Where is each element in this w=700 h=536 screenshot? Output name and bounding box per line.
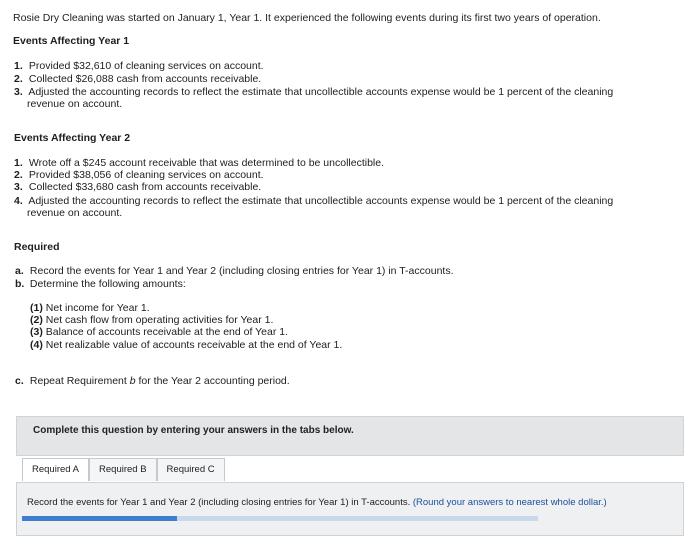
answer-instructions: [27, 497, 607, 508]
requirement-label: a.: [15, 265, 24, 277]
tab-required-c[interactable]: Required C: [157, 458, 225, 481]
answer-panel: [16, 482, 684, 536]
sub-item-2: [30, 314, 273, 326]
requirement-label: b.: [15, 278, 25, 290]
item-number: 2.: [14, 73, 23, 85]
requirement-text-pre: Repeat Requirement: [29, 375, 130, 387]
rounding-hint: (Round your answers to nearest whole dollar.): [412, 497, 607, 508]
sub-item-number: (3): [30, 326, 43, 338]
requirement-text: Record the events for Year 1 and Year 2 (including closing entries for Year 1) in T-accounts.: [29, 265, 454, 277]
item-text: Collected $26,088 cash from accounts receivable.: [28, 73, 262, 85]
sub-item-text: Balance of accounts receivable at the end of Year 1.: [45, 326, 289, 338]
sub-item-1: [30, 302, 150, 314]
item-text: Wrote off a $245 account receivable that was determined to be uncollectible.: [28, 157, 384, 169]
requirement-text-emphasis: b: [129, 375, 136, 387]
required-c: [15, 375, 290, 387]
answer-instruction-text: Record the events for Year 1 and Year 2 (including closing entries for Year 1) in T-accounts.: [27, 497, 411, 508]
sub-item-number: (4): [30, 339, 43, 351]
item-text: Adjusted the accounting records to reflect the estimate that uncollectible accounts expense would be 1 percent of the cleaning: [28, 86, 614, 98]
sub-item-number: (1): [30, 302, 43, 314]
sub-item-text: Net realizable value of accounts receivable at the end of Year 1.: [45, 339, 343, 351]
sub-item-text: Net cash flow from operating activities for Year 1.: [45, 314, 274, 326]
item-number: 3.: [14, 181, 23, 193]
item-number: 1.: [14, 60, 23, 72]
required-a: [15, 265, 454, 277]
item-number: 3.: [14, 86, 23, 98]
item-text: Collected $33,680 cash from accounts receivable.: [28, 181, 262, 193]
sub-item-3: [30, 326, 288, 338]
requirement-label: c.: [15, 375, 24, 387]
year2-item-2: [14, 169, 264, 181]
progress-fill: [22, 516, 177, 521]
requirement-text-post: for the Year 2 accounting period.: [135, 375, 290, 387]
year1-item-2: [14, 73, 261, 85]
sub-item-4: [30, 339, 342, 351]
tab-required-b[interactable]: Required B: [89, 458, 157, 481]
progress-bar: [22, 516, 538, 521]
item-text: Provided $32,610 of cleaning services on account.: [28, 60, 264, 72]
requirement-tabs: [22, 458, 225, 482]
sub-item-number: (2): [30, 314, 43, 326]
item-number: 2.: [14, 169, 23, 181]
year2-item-3: [14, 181, 261, 193]
intro-text: Rosie Dry Cleaning was started on January 1, Year 1. It experienced the following events during its first two years of operation.: [13, 12, 601, 24]
required-heading: Required: [14, 241, 60, 253]
required-b: [15, 278, 186, 290]
instructions-banner: [16, 416, 684, 456]
year2-item-1: [14, 157, 384, 169]
tab-required-a[interactable]: Required A: [22, 458, 89, 481]
year1-item-3-continued: revenue on account.: [27, 98, 123, 110]
year1-item-1: [14, 60, 264, 72]
year2-heading: Events Affecting Year 2: [14, 132, 131, 144]
item-text: Adjusted the accounting records to reflect the estimate that uncollectible accounts expense would be 1 percent of the cleaning: [28, 195, 614, 207]
year2-item-4: [14, 195, 613, 207]
requirement-text: Determine the following amounts:: [29, 278, 186, 290]
item-number: 1.: [14, 157, 23, 169]
sub-item-text: Net income for Year 1.: [45, 302, 150, 314]
year2-item-4-continued: revenue on account.: [27, 207, 123, 219]
year1-heading: Events Affecting Year 1: [13, 35, 130, 47]
year1-item-3: [14, 86, 613, 98]
item-number: 4.: [14, 195, 23, 207]
banner-text: Complete this question by entering your answers in the tabs below.: [33, 425, 354, 436]
item-text: Provided $38,056 of cleaning services on account.: [28, 169, 264, 181]
